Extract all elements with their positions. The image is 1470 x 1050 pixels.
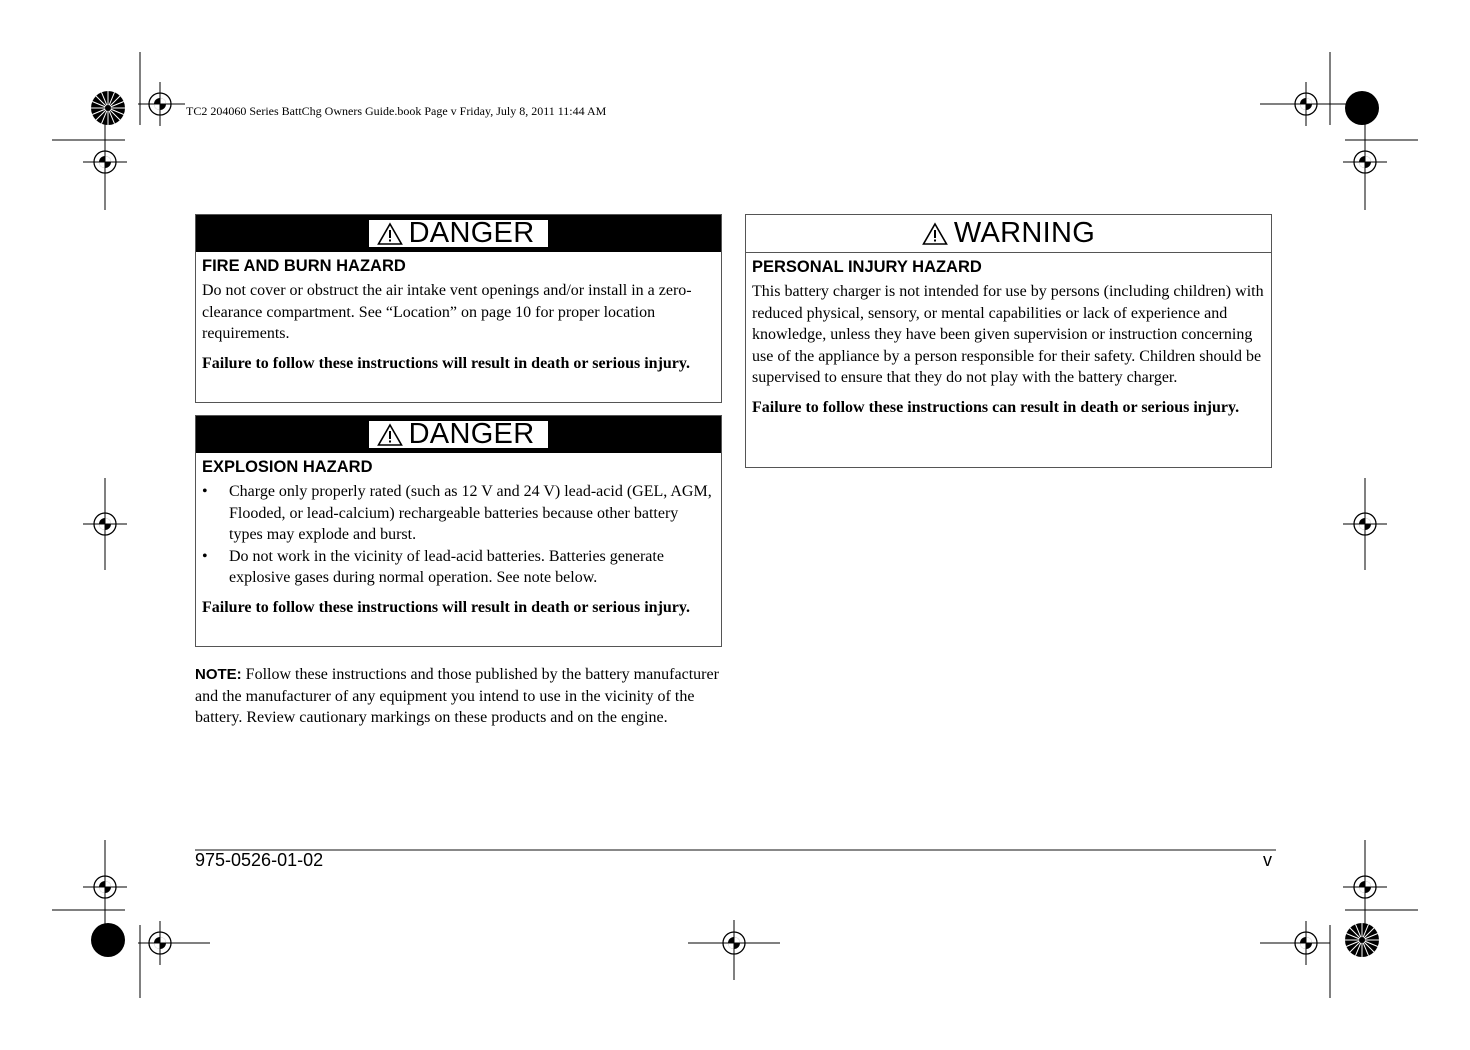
registration-mark-icon <box>138 921 182 965</box>
danger-banner <box>196 416 721 453</box>
hazard-consequence: Failure to follow these instructions will result in death or serious injury. <box>202 598 691 616</box>
note-text: Follow these instructions and those published by the battery manufacturer and the manufacturer of any equipment you intend to use in the vicinity of the battery. Review cautionary markings on these products and on the engine. <box>195 666 719 726</box>
warning-triangle-icon <box>377 423 403 447</box>
registration-mark-icon <box>138 82 182 126</box>
warning-box-injury <box>745 214 1272 468</box>
warning-banner <box>746 215 1271 253</box>
registration-mark-icon <box>1343 865 1387 909</box>
registration-mark-icon <box>1343 502 1387 546</box>
danger-signal <box>369 418 549 450</box>
hazard-bullet-list <box>202 481 715 589</box>
hazard-title: PERSONAL INJURY HAZARD <box>752 258 982 276</box>
color-wheel-icon <box>1345 923 1379 957</box>
registration-mark-icon <box>1284 921 1328 965</box>
color-wheel-icon <box>1345 91 1379 125</box>
color-wheel-icon <box>91 923 125 957</box>
bullet-text: Charge only properly rated (such as 12 V and 24 V) lead-acid (GEL, AGM, Flooded, or lead-calcium) rechargeable batteries because other battery types may explode and burst. <box>229 483 712 543</box>
warning-signal-word: WARNING <box>953 217 1096 249</box>
danger-banner <box>196 215 721 252</box>
danger-box-explosion <box>195 415 722 647</box>
hazard-title: EXPLOSION HAZARD <box>202 458 373 476</box>
warning-triangle-icon <box>377 222 403 246</box>
print-header: TC2 204060 Series BattChg Owners Guide.book Page v Friday, July 8, 2011 11:44 AM <box>186 104 607 118</box>
hazard-body: Do not cover or obstruct the air intake vent openings and/or install in a zero-clearance compartment. See “Location” on page 10 for proper location requirements. <box>202 282 692 342</box>
danger-box-fire <box>195 214 722 403</box>
registration-mark-icon <box>83 502 127 546</box>
bullet-text: Do not work in the vicinity of lead-acid batteries. Batteries generate explosive gases during normal operation. See note below. <box>229 547 664 586</box>
hazard-consequence: Failure to follow these instructions can result in death or serious injury. <box>752 398 1240 416</box>
registration-mark-icon <box>1343 140 1387 184</box>
note-label: NOTE: <box>195 666 242 683</box>
color-wheel-icon <box>91 91 125 125</box>
danger-signal-word: DANGER <box>408 217 535 249</box>
doc-number: 975-0526-01-02 <box>195 850 324 870</box>
footer-rule <box>195 849 1276 851</box>
warning-triangle-icon <box>922 222 948 246</box>
registration-mark-icon <box>83 865 127 909</box>
page-number: v <box>1263 850 1272 870</box>
list-item <box>202 546 715 589</box>
danger-signal-word: DANGER <box>408 418 535 450</box>
bullet-marker: • <box>202 483 208 500</box>
list-item <box>202 481 715 546</box>
danger-signal <box>369 217 549 249</box>
registration-mark-icon <box>83 140 127 184</box>
note-paragraph <box>195 664 720 729</box>
registration-mark-icon <box>712 921 756 965</box>
hazard-body: This battery charger is not intended for use by persons (including children) with reduced physical, sensory, or mental capabilities or lack of experience and knowledge, unless they have been given supervision or instruction concerning use of the appliance by a person responsible for their safety. Children should be supervised to ensure that they do not play with the battery charger. <box>752 283 1264 386</box>
hazard-consequence: Failure to follow these instructions will result in death or serious injury. <box>202 354 691 372</box>
registration-mark-icon <box>1284 82 1328 126</box>
bullet-marker: • <box>202 547 208 565</box>
hazard-title: FIRE AND BURN HAZARD <box>202 257 406 275</box>
